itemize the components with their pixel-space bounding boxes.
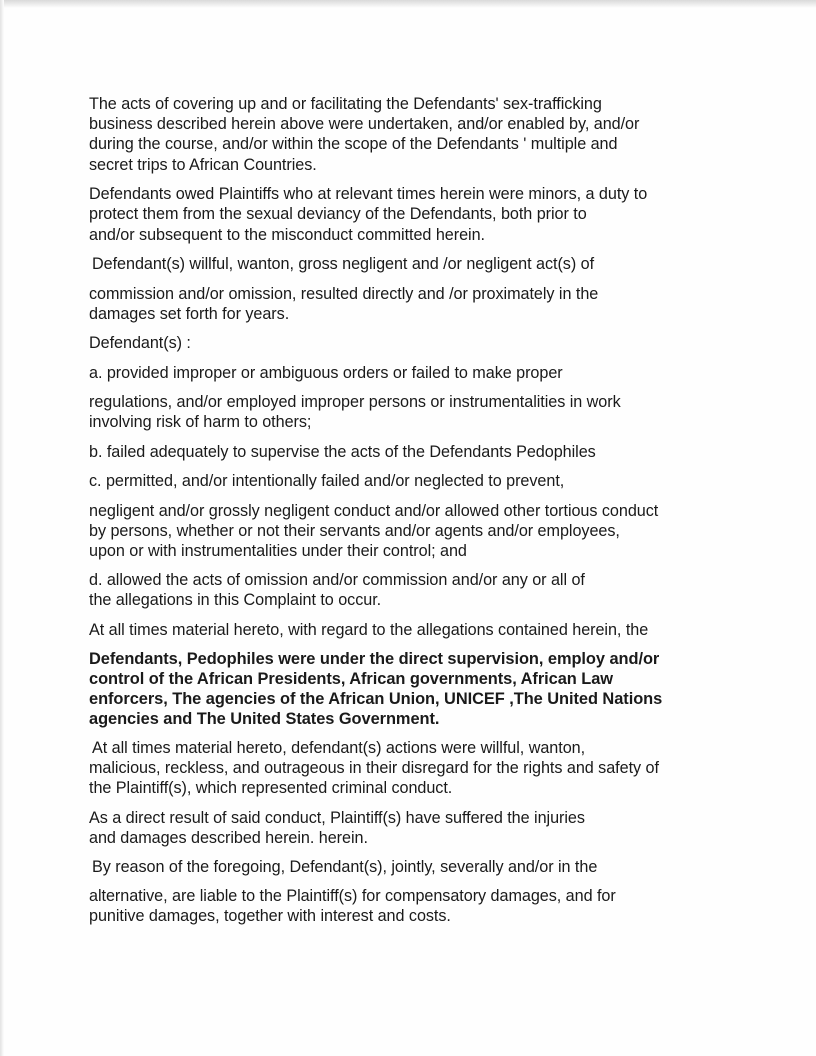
text-line: commission and/or omission, resulted directly and /or proximately in the <box>89 285 599 303</box>
text-line: As a direct result of said conduct, Plaintiff(s) have suffered the injuries <box>89 809 585 827</box>
text-line: By reason of the foregoing, Defendant(s), jointly, severally and/or in the <box>92 858 598 876</box>
text-line: business described herein above were undertaken, and/or enabled by, and/or <box>89 115 640 133</box>
text-line: Defendants owed Plaintiffs who at relevant times herein were minors, a duty to <box>89 185 648 203</box>
text-line: secret trips to African Countries. <box>89 156 317 174</box>
text-line: punitive damages, together with interest and costs. <box>89 907 451 925</box>
text-line: during the course, and/or within the scope of the Defendants ' multiple and <box>89 135 618 153</box>
text-line: negligent and/or grossly negligent conduct and/or allowed other tortious conduct <box>89 502 659 520</box>
text-line: involving risk of harm to others; <box>89 413 312 431</box>
text-line-bold: enforcers, The agencies of the African Union, UNICEF ,The United Nations <box>89 690 663 708</box>
scan-edge-top <box>0 0 816 8</box>
text-line: and/or subsequent to the misconduct committed herein. <box>89 226 485 244</box>
text-line: Defendant(s) : <box>89 334 191 352</box>
text-line: and damages described herein. herein. <box>89 829 368 847</box>
text-line: d. allowed the acts of omission and/or commission and/or any or all of <box>89 571 585 589</box>
text-line: Defendant(s) willful, wanton, gross negligent and /or negligent act(s) of <box>92 255 595 273</box>
text-line: regulations, and/or employed improper persons or instrumentalities in work <box>89 393 621 411</box>
text-line: malicious, reckless, and outrageous in their disregard for the rights and safety of <box>89 759 659 777</box>
text-line: upon or with instrumentalities under their control; and <box>89 542 467 560</box>
scan-edge-left <box>0 0 4 1056</box>
text-line: b. failed adequately to supervise the acts of the Defendants Pedophiles <box>89 443 596 461</box>
text-line: the Plaintiff(s), which represented criminal conduct. <box>89 779 453 797</box>
text-line: alternative, are liable to the Plaintiff(s) for compensatory damages, and for <box>89 887 616 905</box>
text-line-bold: Defendants, Pedophiles were under the direct supervision, employ and/or <box>89 650 660 668</box>
text-line: by persons, whether or not their servants and/or agents and/or employees, <box>89 522 620 540</box>
text-line: the allegations in this Complaint to occur. <box>89 591 382 609</box>
text-line: protect them from the sexual deviancy of the Defendants, both prior to <box>89 205 587 223</box>
text-line: The acts of covering up and or facilitating the Defendants' sex-trafficking <box>89 95 602 113</box>
text-line: a. provided improper or ambiguous orders or failed to make proper <box>89 364 563 382</box>
text-line: c. permitted, and/or intentionally failed and/or neglected to prevent, <box>89 472 565 490</box>
text-line: damages set forth for years. <box>89 305 290 323</box>
text-line-bold: agencies and The United States Government. <box>89 710 440 728</box>
text-line-bold: control of the African Presidents, African governments, African Law <box>89 670 613 688</box>
text-line: At all times material hereto, defendant(s) actions were willful, wanton, <box>92 739 586 757</box>
text-line: At all times material hereto, with regard to the allegations contained herein, the <box>89 621 649 639</box>
